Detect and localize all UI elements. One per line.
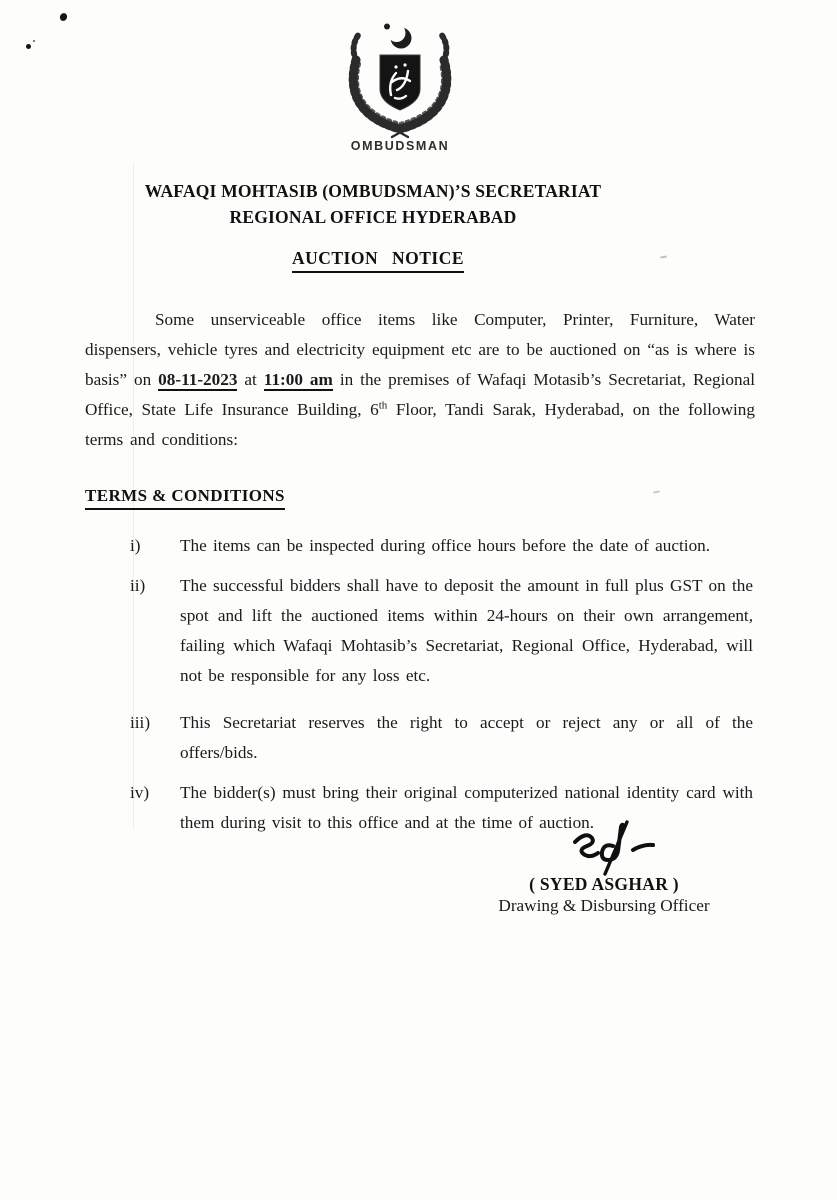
- scan-mark: [653, 490, 660, 493]
- intro-paragraph: [85, 305, 755, 455]
- ink-speck: [26, 44, 31, 49]
- terms-item-ii: [85, 571, 753, 691]
- signatory-title: Drawing & Disbursing Officer: [498, 896, 710, 915]
- item-text: The bidder(s) must bring their original computerized national identity card with them during visit to this office and at the time of auction.: [180, 783, 753, 832]
- item-number: iii): [130, 713, 151, 732]
- terms-heading-row: [85, 486, 285, 510]
- item-number: i): [130, 536, 141, 555]
- intro-text: at: [237, 370, 264, 389]
- item-number: iv): [130, 783, 150, 802]
- org-title-line2: REGIONAL OFFICE HYDERABAD: [229, 207, 517, 227]
- intro-text: in the premises of Wafaqi Motasib’s Secretariat, Regional Office, State Life Insurance Building, 6: [85, 370, 755, 419]
- signature-sd-icon: [561, 818, 671, 876]
- terms-item-i: [85, 531, 753, 561]
- org-title-line1: WAFAQI MOHTASIB (OMBUDSMAN)’S SECRETARIAT: [144, 181, 602, 201]
- terms-item-iii: [85, 708, 753, 768]
- terms-heading: TERMS & CONDITIONS: [85, 486, 285, 510]
- terms-list: [85, 531, 753, 838]
- auction-date: 08-11-2023: [158, 370, 238, 389]
- ink-speck: [59, 12, 69, 22]
- ordinal-suffix: th: [378, 399, 388, 412]
- item-text: The items can be inspected during office hours before the date of auction.: [180, 536, 711, 555]
- shield-icon: [380, 55, 420, 110]
- item-number: ii): [130, 576, 146, 595]
- ink-speck: [33, 40, 35, 42]
- notice-title: AUCTION NOTICE: [292, 248, 464, 273]
- item-text: This Secretariat reserves the right to accept or reject any or all of the offers/bids.: [180, 713, 753, 762]
- intro-text: Some unserviceable office items like Computer, Printer, Furniture, Water dispensers, vehicle tyres and electricity equipment etc are to be auctioned on “as is where is basis” on: [85, 310, 755, 389]
- intro-text: Floor, Tandi Sarak, Hyderabad, on the following terms and conditions:: [85, 400, 755, 449]
- signature-block: [468, 818, 740, 916]
- item-text: The successful bidders shall have to deposit the amount in full plus GST on the spot and lift the auctioned items within 24-hours on their own arrangement, failing which Wafaqi Mohtasib’s Secretariat, Regional Office, Hyderabad, will not be responsible for any loss etc.: [180, 576, 753, 685]
- notice-title-row: [0, 248, 756, 273]
- emblem-caption: OMBUDSMAN: [350, 139, 450, 153]
- auction-time: 11:00 am: [263, 370, 333, 389]
- ombudsman-emblem: [335, 22, 465, 142]
- org-title: [0, 178, 746, 230]
- crescent-star-icon: [384, 24, 412, 49]
- signatory-name: ( SYED ASGHAR ): [529, 874, 679, 894]
